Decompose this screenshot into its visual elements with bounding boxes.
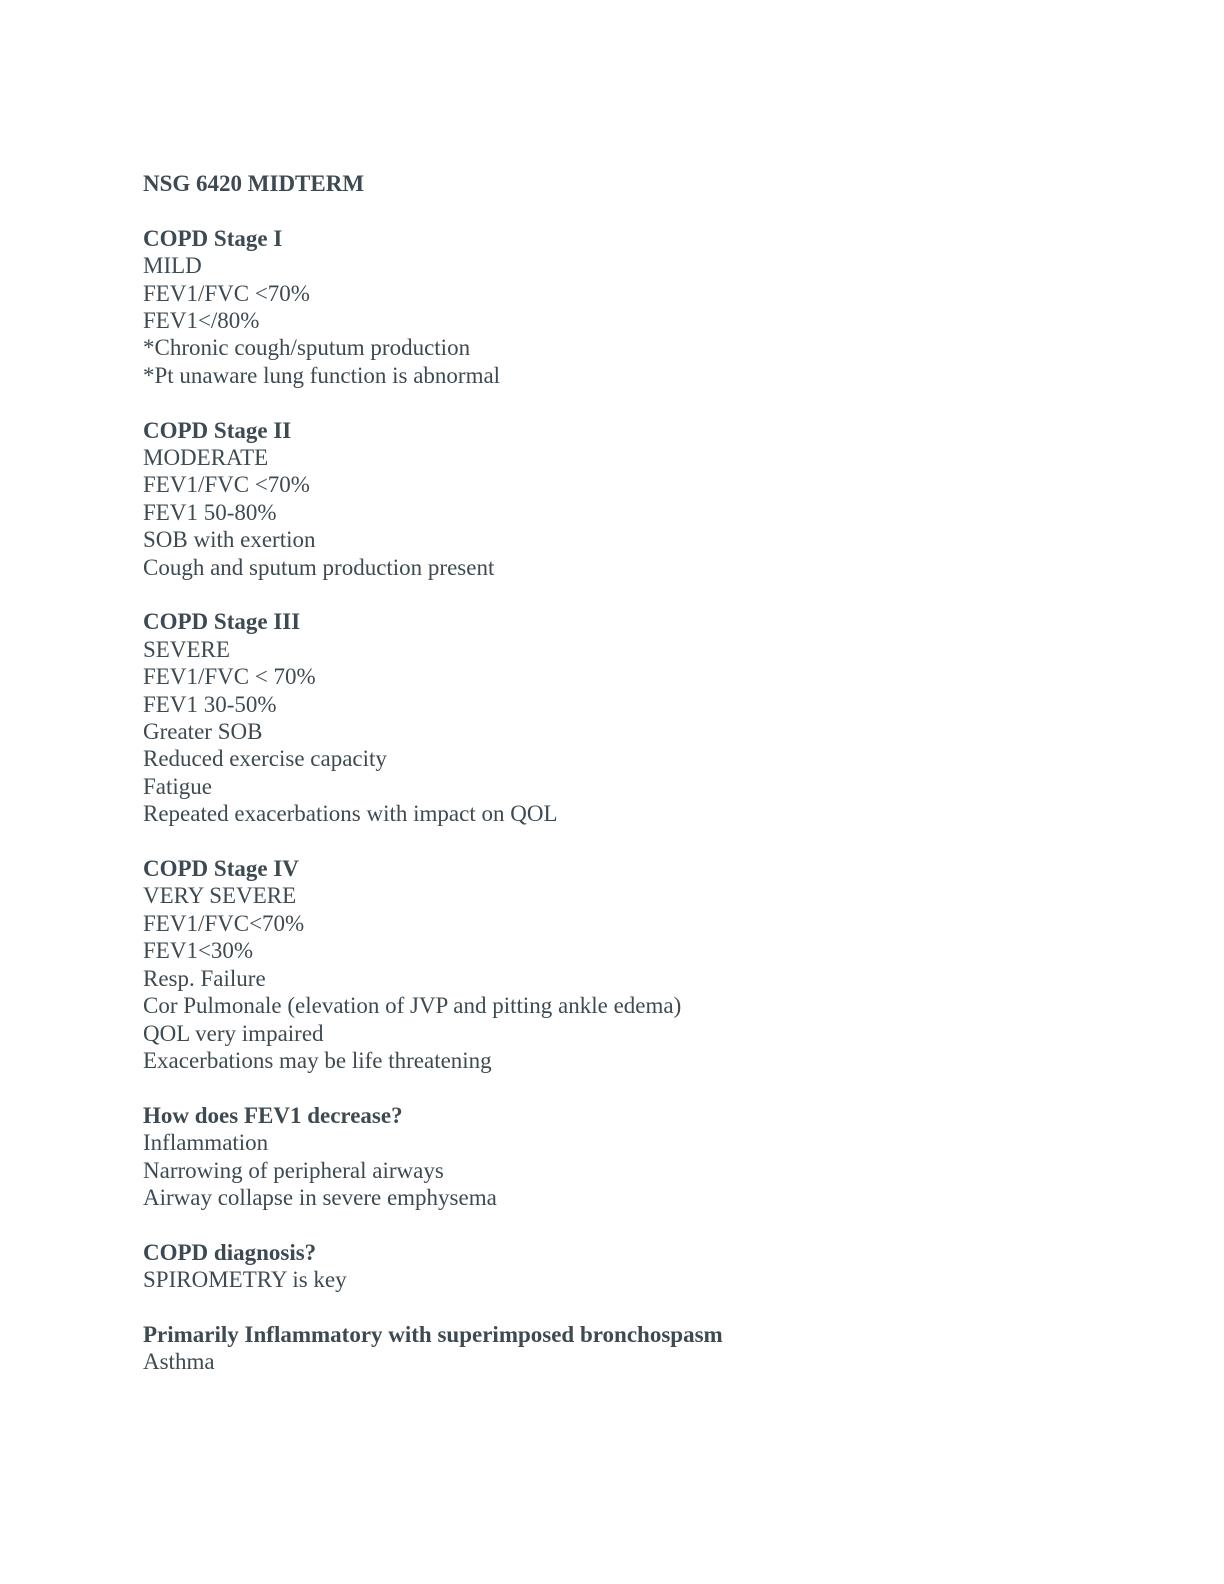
section-line: FEV1/FVC < 70% [143, 664, 316, 690]
section-line: FEV1/FVC <70% [143, 280, 310, 306]
section-line: *Pt unaware lung function is abnormal [143, 362, 501, 388]
section-line: FEV1/FVC<70% [143, 910, 305, 936]
section-heading: COPD Stage III [143, 609, 301, 635]
section-line: Reduced exercise capacity [143, 746, 387, 772]
section-line: SPIROMETRY is key [143, 1267, 347, 1293]
section-heading: COPD Stage II [143, 417, 292, 443]
section-line: Exacerbations may be life threatening [143, 1047, 492, 1073]
section-line: Resp. Failure [143, 965, 266, 991]
section-line: Fatigue [143, 773, 212, 799]
section-line: Cor Pulmonale (elevation of JVP and pitting ankle edema) [143, 993, 682, 1019]
section-line: Airway collapse in severe emphysema [143, 1184, 497, 1210]
section-line: MILD [143, 253, 202, 279]
section-copd-stage-2 [143, 417, 1123, 581]
document-page [143, 170, 1123, 1376]
section-line: FEV1<30% [143, 938, 254, 964]
section-heading: Primarily Inflammatory with superimposed bronchospasm [143, 1321, 723, 1347]
section-heading: COPD Stage I [143, 225, 283, 251]
section-copd-diagnosis [143, 1239, 1123, 1294]
section-line: SOB with exertion [143, 527, 316, 553]
section-line: VERY SEVERE [143, 883, 297, 909]
section-line: Cough and sputum production present [143, 554, 495, 580]
section-line: FEV1 50-80% [143, 499, 277, 525]
section-line: SEVERE [143, 636, 230, 662]
section-line: Inflammation [143, 1130, 269, 1156]
section-copd-stage-4 [143, 855, 1123, 1074]
document-title: NSG 6420 MIDTERM [143, 171, 365, 196]
section-heading: How does FEV1 decrease? [143, 1102, 403, 1128]
section-inflammatory-bronchospasm [143, 1321, 1123, 1376]
section-line: FEV1/FVC <70% [143, 472, 310, 498]
section-line: Asthma [143, 1349, 215, 1375]
section-line: QOL very impaired [143, 1020, 324, 1046]
section-line: Repeated exacerbations with impact on QOL [143, 801, 558, 827]
section-line: Greater SOB [143, 719, 263, 745]
section-line: FEV1</80% [143, 308, 260, 333]
section-copd-stage-1 [143, 225, 1123, 389]
section-line: *Chronic cough/sputum production [143, 335, 471, 361]
section-line: Narrowing of peripheral airways [143, 1157, 444, 1183]
section-copd-stage-3 [143, 608, 1123, 827]
section-line: FEV1 30-50% [143, 691, 277, 717]
section-fev1-decrease [143, 1102, 1123, 1212]
section-line: MODERATE [143, 445, 269, 471]
section-heading: COPD Stage IV [143, 856, 299, 882]
section-heading: COPD diagnosis? [143, 1239, 317, 1265]
